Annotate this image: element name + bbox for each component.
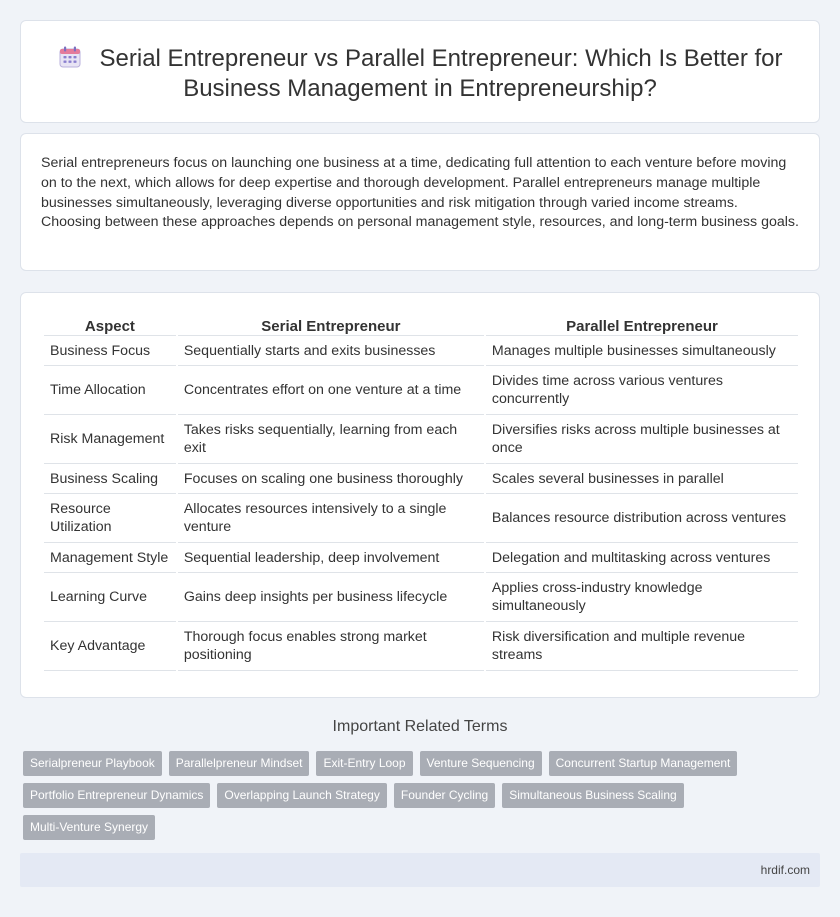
cell-aspect: Key Advantage <box>44 622 176 671</box>
table-row <box>44 543 798 573</box>
table-row <box>44 573 798 622</box>
page-title <box>21 44 819 104</box>
cell-aspect: Learning Curve <box>44 573 176 622</box>
tag-row <box>23 751 823 776</box>
cell-aspect: Business Focus <box>44 336 176 366</box>
cell-parallel: Divides time across various ventures concurrently <box>486 366 798 415</box>
cell-serial: Sequential leadership, deep involvement <box>178 543 484 573</box>
tag-multi-venture-synergy[interactable]: Multi-Venture Synergy <box>23 815 155 840</box>
table-row <box>44 336 798 366</box>
intro-card <box>20 133 820 271</box>
tag-concurrent-startup-management[interactable]: Concurrent Startup Management <box>549 751 738 776</box>
tag-simultaneous-business-scaling[interactable]: Simultaneous Business Scaling <box>502 783 683 808</box>
tag-row <box>23 783 823 808</box>
table-row <box>44 494 798 543</box>
header-serial: Serial Entrepreneur <box>178 315 484 336</box>
cell-serial: Sequentially starts and exits businesses <box>178 336 484 366</box>
footer-site-link[interactable]: hrdif.com <box>760 863 810 877</box>
comparison-card <box>20 292 820 698</box>
header-parallel: Parallel Entrepreneur <box>486 315 798 336</box>
cell-parallel: Diversifies risks across multiple businesses at once <box>486 415 798 464</box>
cell-serial: Focuses on scaling one business thoroughly <box>178 464 484 494</box>
tag-founder-cycling[interactable]: Founder Cycling <box>394 783 495 808</box>
table-header-row <box>44 315 798 336</box>
cell-aspect: Business Scaling <box>44 464 176 494</box>
table-row <box>44 622 798 671</box>
tag-venture-sequencing[interactable]: Venture Sequencing <box>420 751 542 776</box>
table-row <box>44 464 798 494</box>
tag-portfolio-entrepreneur-dynamics[interactable]: Portfolio Entrepreneur Dynamics <box>23 783 210 808</box>
tag-overlapping-launch-strategy[interactable]: Overlapping Launch Strategy <box>217 783 386 808</box>
intro-paragraph: Serial entrepreneurs focus on launching one business at a time, dedicating full attention to each venture before moving on to the next, which allows for deep expertise and thorough development. Parallel entrepreneurs manage multiple businesses simultaneously, leveraging diverse opportunities and risk mitigation through varied income streams. Choosing between these approaches depends on personal management style, resources, and long-term business goals. <box>41 155 799 231</box>
tag-exit-entry-loop[interactable]: Exit-Entry Loop <box>316 751 412 776</box>
cell-serial: Takes risks sequentially, learning from each exit <box>178 415 484 464</box>
cell-aspect: Management Style <box>44 543 176 573</box>
cell-aspect: Risk Management <box>44 415 176 464</box>
title-line-2: Business Management in Entrepreneurship? <box>183 75 657 102</box>
tag-serialpreneur-playbook[interactable]: Serialpreneur Playbook <box>23 751 162 776</box>
cell-parallel: Applies cross-industry knowledge simultaneously <box>486 573 798 622</box>
cell-serial: Thorough focus enables strong market positioning <box>178 622 484 671</box>
comparison-table <box>42 315 800 671</box>
cell-serial: Allocates resources intensively to a single venture <box>178 494 484 543</box>
cell-parallel: Delegation and multitasking across ventures <box>486 543 798 573</box>
tag-parallelpreneur-mindset[interactable]: Parallelpreneur Mindset <box>169 751 310 776</box>
title-line-1: Serial Entrepreneur vs Parallel Entrepreneur: Which Is Better for <box>99 45 783 72</box>
cell-parallel: Scales several businesses in parallel <box>486 464 798 494</box>
tag-row <box>23 815 823 840</box>
header-aspect: Aspect <box>44 315 176 336</box>
cell-aspect: Resource Utilization <box>44 494 176 543</box>
cell-serial: Gains deep insights per business lifecycle <box>178 573 484 622</box>
cell-parallel: Balances resource distribution across ventures <box>486 494 798 543</box>
table-row <box>44 366 798 415</box>
related-terms-tags <box>23 751 823 847</box>
cell-serial: Concentrates effort on one venture at a time <box>178 366 484 415</box>
cell-parallel: Risk diversification and multiple revenue streams <box>486 622 798 671</box>
table-row <box>44 415 798 464</box>
title-card <box>20 20 820 123</box>
related-terms-heading: Important Related Terms <box>332 718 508 735</box>
footer <box>20 853 820 887</box>
cell-parallel: Manages multiple businesses simultaneously <box>486 336 798 366</box>
cell-aspect: Time Allocation <box>44 366 176 415</box>
calendar-icon <box>58 45 82 69</box>
